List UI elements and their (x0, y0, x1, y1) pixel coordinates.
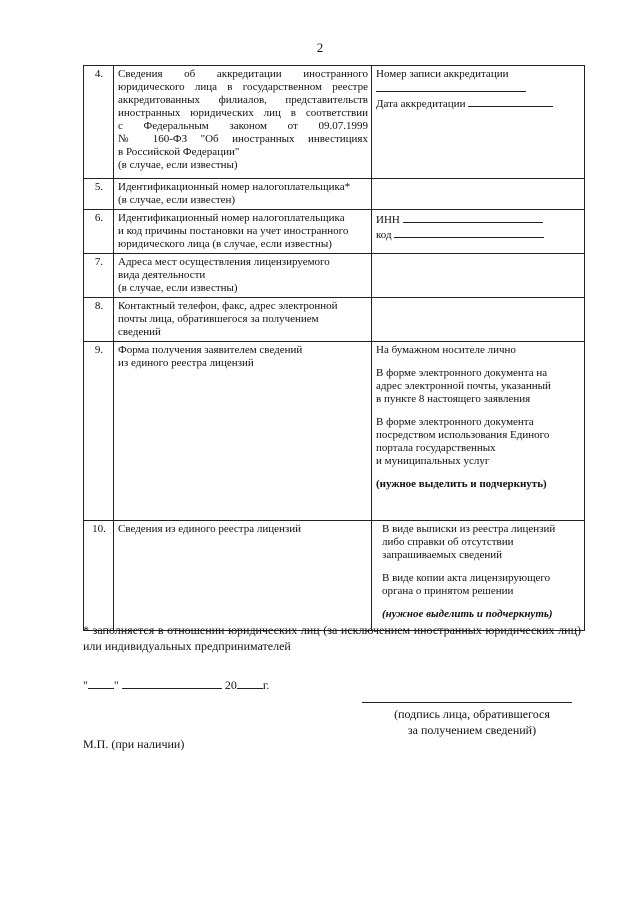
addresses-value-cell[interactable] (372, 254, 585, 298)
row-number: 6. (84, 210, 114, 254)
table-row (84, 210, 585, 254)
row-number: 9. (84, 342, 114, 521)
option-extract[interactable]: В виде выписки из реестра лицензий либо справки об отсутствии запрашиваемых сведений (382, 523, 556, 561)
table-row (84, 66, 585, 179)
option-paper[interactable]: На бумажном носителе лично (376, 344, 516, 356)
table-row (84, 521, 585, 631)
row-value (372, 342, 585, 521)
row-label: Идентификационный номер налогоплательщика и код причины постановки на учет иностранного юридического лица (в случае, если известны) (114, 210, 372, 254)
kpp-field[interactable] (394, 227, 544, 238)
row-number: 10. (84, 521, 114, 631)
row-number: 7. (84, 254, 114, 298)
seal-label: М.П. (при наличии) (83, 737, 185, 751)
option-act-copy[interactable]: В виде копии акта лицензирующего органа о принятом решении (382, 572, 551, 597)
row-number: 8. (84, 298, 114, 342)
row-label: Контактный телефон, факс, адрес электронной почты лица, обратившегося за получением сведений (114, 298, 372, 342)
table-row (84, 254, 585, 298)
row-label: Адреса мест осуществления лицензируемого вида деятельности (в случае, если известны) (114, 254, 372, 298)
row-label: Сведения об аккредитации иностранного юридического лица в государственном реестре аккредитованных филиалов, представительств иностранных юридических лиц в соответствии с Федеральным законом от 09.07.1999 № 160-ФЗ "Об иностранных инвестициях в Российской Федерации" (в случае, если известны) (114, 66, 372, 179)
contacts-value-cell[interactable] (372, 298, 585, 342)
table-row (84, 342, 585, 521)
option-gosuslugi[interactable]: В форме электронного документа посредством использования Единого портала государственных и муниципальных услуг (376, 416, 550, 467)
application-form-table (83, 65, 585, 631)
accreditation-date-label: Дата аккредитации (376, 98, 466, 110)
row-value (372, 66, 585, 179)
date-line: " " 20 г. (83, 678, 270, 692)
inn-label: ИНН (376, 214, 400, 226)
row-label: Сведения из единого реестра лицензий (114, 521, 372, 631)
signature-caption: (подпись лица, обратившегося за получением сведений) (394, 707, 550, 737)
page-number: 2 (316, 40, 324, 55)
row-value (372, 521, 585, 631)
row-label: Форма получения заявителем сведений из единого реестра лицензий (114, 342, 372, 521)
instruction-note: (нужное выделить и подчеркнуть) (382, 608, 553, 620)
table-row (84, 298, 585, 342)
inn-value-cell[interactable] (372, 179, 585, 210)
row-label: Идентификационный номер налогоплательщика* (в случае, если известен) (114, 179, 372, 210)
row-value (372, 210, 585, 254)
signature-line[interactable] (362, 702, 572, 703)
accreditation-number-field[interactable] (376, 81, 526, 92)
accreditation-number-label: Номер записи аккредитации (376, 68, 509, 80)
month-field[interactable] (122, 678, 222, 689)
day-field[interactable] (88, 678, 114, 689)
kpp-label: код (376, 229, 392, 241)
accreditation-date-field[interactable] (468, 96, 553, 107)
inn-field[interactable] (403, 212, 543, 223)
table-row (84, 179, 585, 210)
year-field[interactable] (237, 678, 263, 689)
instruction-note: (нужное выделить и подчеркнуть) (376, 478, 547, 490)
row-number: 4. (84, 66, 114, 179)
footnote: * заполняется в отношении юридических лиц (за исключением иностранных юридических лиц) или индивидуальных предпринимателей (83, 623, 581, 653)
row-number: 5. (84, 179, 114, 210)
option-email[interactable]: В форме электронного документа на адрес электронной почты, указанный в пункте 8 настоящего заявления (376, 367, 551, 405)
